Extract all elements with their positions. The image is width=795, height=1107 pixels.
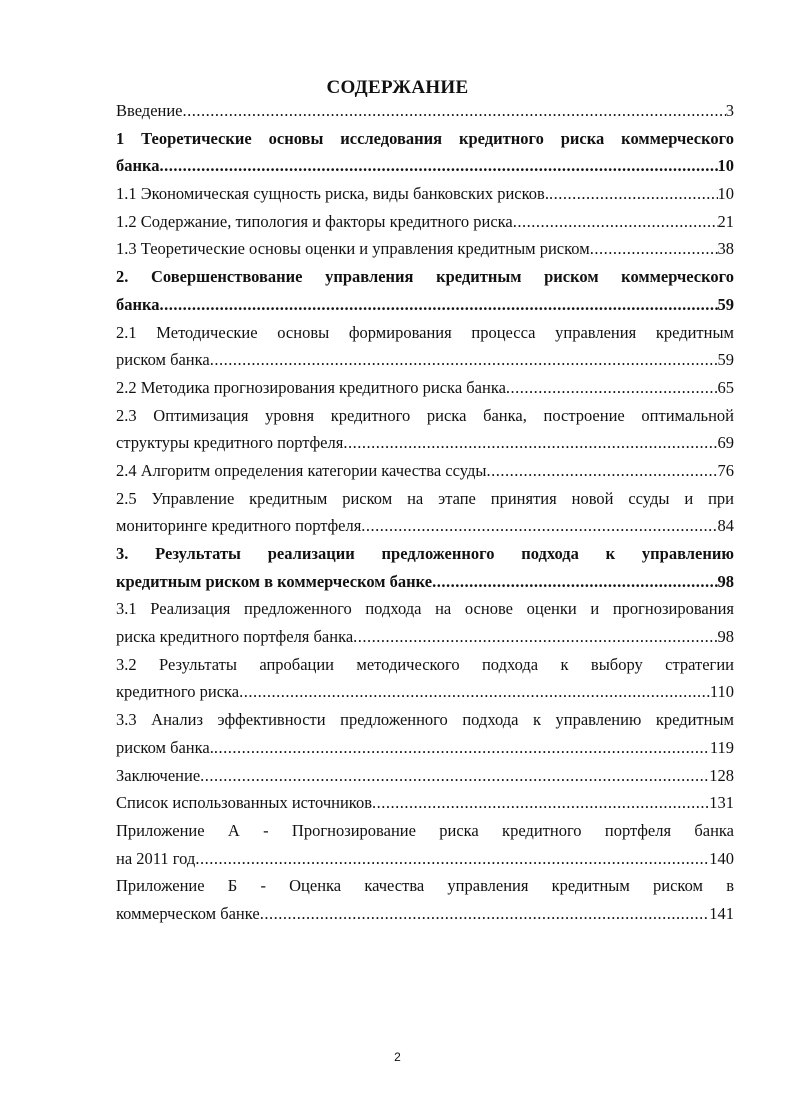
toc-entry (116, 180, 734, 208)
toc-entry (116, 789, 734, 817)
toc-entry (116, 485, 734, 540)
toc-entry (116, 872, 734, 927)
toc-entry-row (116, 762, 734, 790)
dot-leader (353, 623, 717, 651)
toc-entry-row (116, 678, 734, 706)
toc-entry-page: 128 (709, 765, 734, 785)
dot-leader (183, 97, 726, 125)
toc-entry-page: 131 (709, 793, 734, 813)
dot-leader (590, 235, 718, 263)
dot-leader (239, 678, 710, 706)
dot-leader (195, 845, 709, 873)
toc-entry-text: Заключение (116, 765, 201, 785)
toc-entry-row (116, 845, 734, 873)
toc-entry-text: 2.1 Методические основы формирования процесса управления кредитным (116, 322, 734, 342)
toc-entry-page: 110 (709, 682, 734, 702)
dot-leader (549, 180, 718, 208)
toc-entry (116, 97, 734, 125)
toc-entry-row (116, 208, 734, 236)
toc-entry-page: 98 (717, 627, 734, 647)
toc-entry-text: 1.2 Содержание, типология и факторы кредитного риска (116, 211, 513, 231)
toc-entry-row (116, 900, 734, 928)
toc-entry-row (116, 457, 734, 485)
toc-entry-row (116, 789, 734, 817)
toc-entry (116, 595, 734, 650)
toc-entry-page: 76 (717, 460, 734, 480)
dot-leader (372, 789, 709, 817)
toc-entry-row (116, 291, 734, 319)
dot-leader (214, 734, 710, 762)
toc-entry-text: кредитного риска (116, 682, 240, 702)
toc-entry-text: 3.2 Результаты апробации методического подхода к выбору стратегии (116, 654, 734, 674)
toc-entry-text: Приложение А - Прогнозирование риска кредитного портфеля банка (116, 820, 734, 840)
toc-entry (116, 817, 734, 872)
toc-entry-page: 84 (717, 516, 734, 536)
toc-entry-row (116, 152, 734, 180)
toc-entry (116, 540, 734, 595)
toc-entry-text: 1.1 Экономическая сущность риска, виды банковских рисков. (116, 184, 549, 204)
toc-entry-page: 3 (725, 101, 734, 120)
toc-entry-text: 1.3 Теоретические основы оценки и управления кредитным риском (116, 239, 590, 259)
toc-entry (116, 235, 734, 263)
dot-leader (432, 568, 717, 596)
toc-entry-text: 1 Теоретические основы исследования кредитного риска коммерческого (116, 128, 734, 148)
table-of-contents (116, 97, 734, 928)
toc-entry-page: 65 (717, 377, 734, 397)
toc-entry-text: риском банка (116, 350, 210, 370)
dot-leader (506, 374, 718, 402)
toc-entry-text: 3.1 Реализация предложенного подхода на основе оценки и прогнозирования (116, 599, 734, 619)
toc-entry-page: 38 (717, 239, 734, 259)
toc-entry-text: структуры кредитного портфеля (116, 433, 344, 453)
toc-entry-row (116, 97, 734, 125)
toc-entry-text: 2.2 Методика прогнозирования кредитного риска банка (116, 377, 506, 397)
toc-entry-row (116, 374, 734, 402)
toc-entry-text: Введение (116, 101, 183, 120)
toc-entry (116, 319, 734, 374)
toc-entry-row (116, 568, 734, 596)
toc-entry-text: 2.5 Управление кредитным риском на этапе принятия новой ссуды и при (116, 488, 734, 508)
toc-entry-page: 59 (717, 294, 734, 314)
toc-entry (116, 208, 734, 236)
toc-entry (116, 457, 734, 485)
toc-entry-row (116, 180, 734, 208)
toc-entry-row (116, 346, 734, 374)
toc-entry (116, 402, 734, 457)
toc-entry-text: риском банка. (116, 737, 214, 757)
toc-entry-text: 2.3 Оптимизация уровня кредитного риска банка, построение оптимальной (116, 405, 734, 425)
toc-entry-text: на 2011 год (116, 848, 196, 868)
toc-entry (116, 125, 734, 180)
toc-entry (116, 263, 734, 318)
toc-entry (116, 651, 734, 706)
toc-entry-text: 3. Результаты реализации предложенного подхода к управлению (116, 544, 734, 563)
dot-leader (486, 457, 717, 485)
toc-entry-row (116, 512, 734, 540)
toc-entry-page: 10 (717, 156, 734, 176)
toc-entry-page: 98 (717, 571, 734, 591)
page-title: СОДЕРЖАНИЕ (326, 77, 469, 98)
toc-entry-row (116, 429, 734, 457)
dot-leader (160, 152, 718, 180)
toc-entry-page: 141 (709, 903, 734, 923)
toc-entry-page: 119 (709, 737, 734, 757)
toc-entry-text: Список использованных источников (116, 793, 372, 813)
toc-entry-page: 21 (717, 211, 734, 231)
toc-entry-page: 10 (717, 184, 734, 204)
dot-leader (260, 900, 710, 928)
toc-entry-text: 2.4 Алгоритм определения категории качества ссуды (116, 460, 487, 480)
toc-entry-text: 2. Совершенствование управления кредитным риском коммерческого (116, 267, 734, 287)
dot-leader (513, 208, 718, 236)
toc-entry-text: риска кредитного портфеля банка (116, 627, 354, 647)
toc-entry-text: 3.3 Анализ эффективности предложенного подхода к управлению кредитным (116, 710, 734, 730)
toc-entry-text: кредитным риском в коммерческом банке (116, 571, 433, 591)
toc-entry-text: банка (116, 294, 160, 314)
toc-entry-text: Приложение Б - Оценка качества управления кредитным риском в (116, 876, 734, 896)
toc-entry-text: мониторинге кредитного портфеля (116, 516, 362, 536)
dot-leader (361, 512, 717, 540)
toc-entry-text: банка (116, 156, 160, 176)
dot-leader (200, 762, 709, 790)
toc-entry (116, 706, 734, 761)
toc-entry-row (116, 623, 734, 651)
toc-entry-page: 69 (717, 433, 734, 453)
dot-leader (160, 291, 718, 319)
page-number: 2 (394, 1050, 401, 1064)
toc-entry-page: 59 (717, 350, 734, 370)
toc-entry (116, 374, 734, 402)
toc-entry-row (116, 734, 734, 762)
dot-leader (343, 429, 717, 457)
toc-entry (116, 762, 734, 790)
dot-leader (210, 346, 718, 374)
toc-entry-page: 140 (709, 848, 734, 868)
toc-entry-text: коммерческом банке (116, 903, 260, 923)
toc-entry-row (116, 235, 734, 263)
